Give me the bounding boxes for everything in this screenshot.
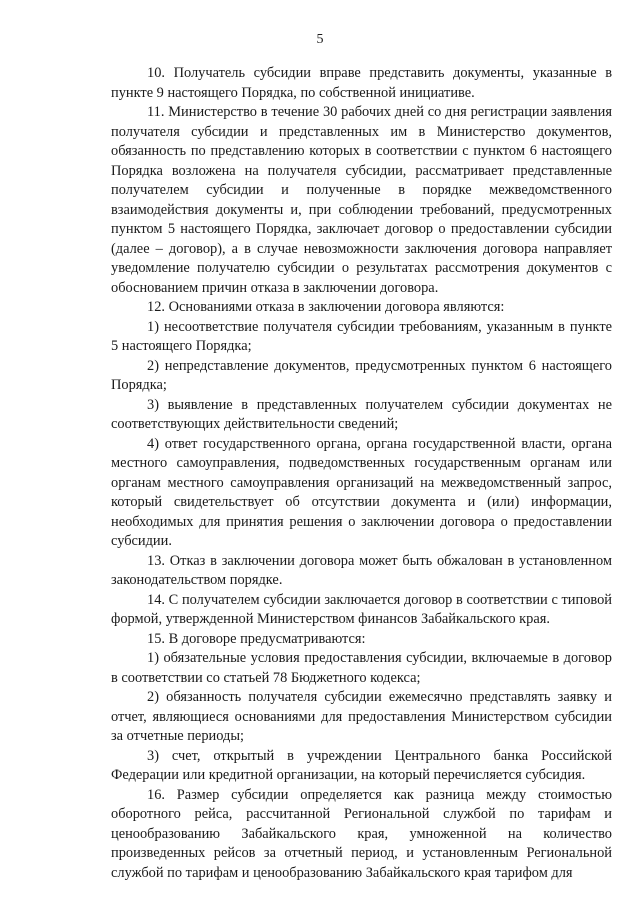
- document-body: [111, 64, 612, 883]
- page-number: 5: [316, 32, 324, 47]
- paragraph-11: 11. Министерство в течение 30 рабочих дней со дня регистрации заявления получателя субсидии и представленных им в Министерство документов, обязанность по представлению которых в соответствии с пунктом 6 настоящего Порядка возложена на получателя субсидии, рассматривает представленные получателем субсидии и полученные в порядке межведомственного взаимодействия документы и, при соблюдении требований, предусмотренных пунктом 5 настоящего Порядка, заключает договор о предоставлении субсидии (далее – договор), а в случае невозможности заключения договора направляет уведомление получателю субсидии о результатах рассмотрения документов с обоснованием причин отказа в заключении договора.: [111, 104, 612, 296]
- list-item-15-2: 2) обязанность получателя субсидии ежемесячно представлять заявку и отчет, являющиеся основаниями для предоставления Министерством субсидии за отчетные периоды;: [111, 689, 612, 744]
- paragraph-16: 16. Размер субсидии определяется как разница между стоимостью оборотного рейса, рассчитанной Региональной службой по тарифам и ценообразованию Забайкальского края, умноженной на количество произведенных рейсов за отчетный период, и установленным Региональной службой по тарифам и ценообразованию Забайкальского края тарифом для: [111, 786, 612, 881]
- paragraph-10: 10. Получатель субсидии вправе представить документы, указанные в пункте 9 настоящего Порядка, по собственной инициативе.: [111, 65, 612, 101]
- list-item-15-1: 1) обязательные условия предоставления субсидии, включаемые в договор в соответствии со статьей 78 Бюджетного кодекса;: [111, 650, 612, 686]
- paragraph-12: 12. Основаниями отказа в заключении договора являются:: [147, 299, 505, 315]
- list-item-15-3: 3) счет, открытый в учреждении Центрального банка Российской Федерации или кредитной организации, на который перечисляется субсидия.: [111, 747, 612, 783]
- paragraph-14: 14. С получателем субсидии заключается договор в соответствии с типовой формой, утвержденной Министерством финансов Забайкальского края.: [111, 591, 612, 627]
- list-item-12-4: 4) ответ государственного органа, органа государственной власти, органа местного самоуправления, подведомственных государственным органам или органам местного самоуправления организаций на межведомственный запрос, который свидетельствует об отсутствии документа и (или) информации, необходимых для принятия решения о заключении договора о предоставлении субсидии.: [111, 435, 612, 549]
- list-item-12-1: 1) несоответствие получателя субсидии требованиям, указанным в пункте 5 настоящего Порядка;: [111, 318, 612, 354]
- paragraph-13: 13. Отказ в заключении договора может быть обжалован в установленном законодательством порядке.: [111, 552, 612, 588]
- paragraph-15: 15. В договоре предусматриваются:: [147, 630, 366, 647]
- list-item-12-3: 3) выявление в представленных получателем субсидии документах не соответствующих действительности сведений;: [111, 396, 612, 432]
- list-item-12-2: 2) непредставление документов, предусмотренных пунктом 6 настоящего Порядка;: [111, 357, 612, 393]
